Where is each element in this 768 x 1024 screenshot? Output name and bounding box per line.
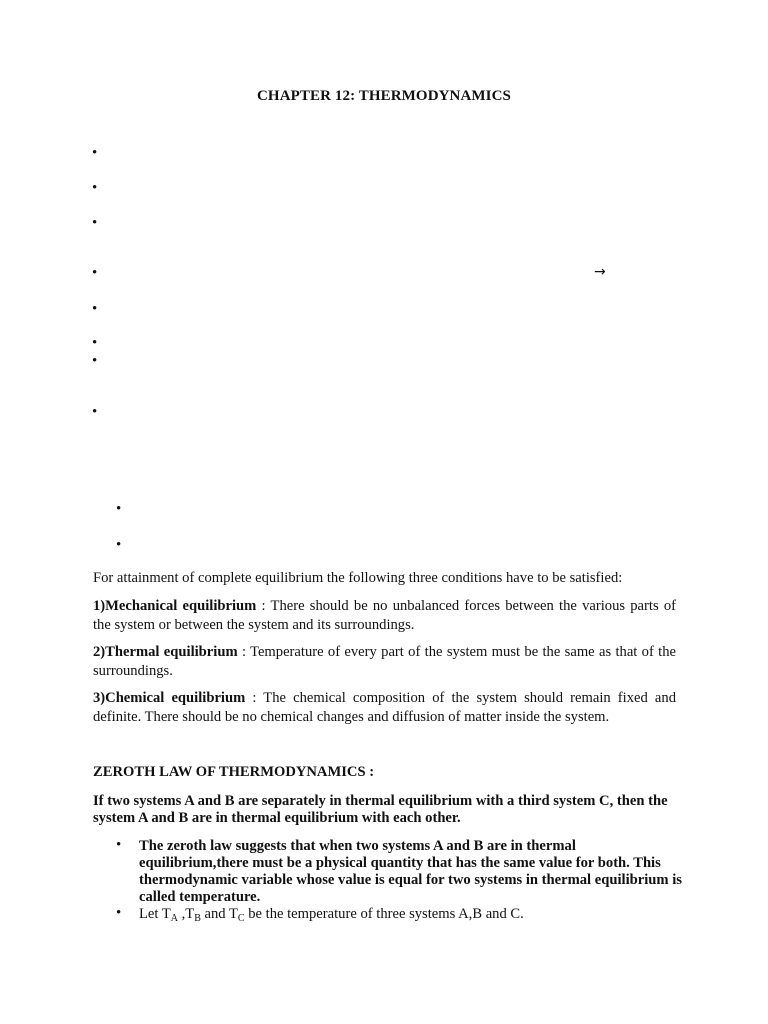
zeroth-law-heading: ZEROTH LAW OF THERMODYNAMICS :	[93, 764, 375, 780]
condition-text: : Temperature of every part of the system must be the same as that of the surroundings.	[93, 644, 677, 679]
zeroth-point-temperature: The zeroth law suggests that when two systems A and B are in thermal equilibrium,there must be a physical quantity that has the same value for both. This thermodynamic variable whose value is equal for two systems in thermal equilibrium is called temperature.	[139, 838, 682, 905]
list-bullet: •	[92, 215, 98, 231]
condition-label: 3)Chemical equilibrium	[93, 690, 246, 706]
list-bullet: •	[92, 145, 98, 161]
text-run: and T	[200, 906, 238, 922]
subscript: B	[194, 913, 201, 924]
list-bullet: •	[92, 404, 98, 420]
page-title: CHAPTER 12: THERMODYNAMICS	[257, 88, 511, 104]
condition-chemical	[93, 689, 676, 727]
list-bullet: •	[116, 905, 122, 921]
condition-label: 2)Thermal equilibrium	[93, 644, 238, 660]
subscript: C	[237, 913, 245, 924]
list-bullet: •	[92, 180, 98, 196]
zeroth-law-statement: If two systems A and B are separately in thermal equilibrium with a third system C, then the system A and B are in thermal equilibrium with each other.	[93, 793, 668, 826]
condition-text: : The chemical composition of the system should remain fixed and definite. There should be no chemical changes and diffusion of matter inside the system.	[93, 690, 676, 725]
list-bullet: •	[92, 301, 98, 317]
list-bullet: •	[92, 335, 98, 351]
condition-mechanical	[93, 597, 676, 635]
subscript: A	[170, 913, 178, 924]
list-bullet: •	[116, 537, 122, 553]
text-run: be the temperature of three systems A,B and C.	[244, 906, 524, 922]
intro-paragraph: For attainment of complete equilibrium the following three conditions have to be satisfied:	[93, 570, 623, 586]
list-bullet: •	[116, 501, 122, 517]
condition-thermal	[93, 643, 676, 681]
list-bullet: •	[92, 265, 98, 281]
condition-label: 1)Mechanical equilibrium	[93, 598, 257, 614]
condition-text: : There should be no unbalanced forces between the various parts of the system or between the system and its surroundings.	[93, 598, 676, 633]
list-bullet: •	[92, 353, 98, 369]
list-bullet: •	[116, 837, 122, 853]
zeroth-point-temperatures	[139, 906, 684, 923]
text-run: Let T	[139, 906, 171, 922]
text-run: ,T	[177, 906, 195, 922]
right-arrow-icon: →	[594, 264, 606, 280]
